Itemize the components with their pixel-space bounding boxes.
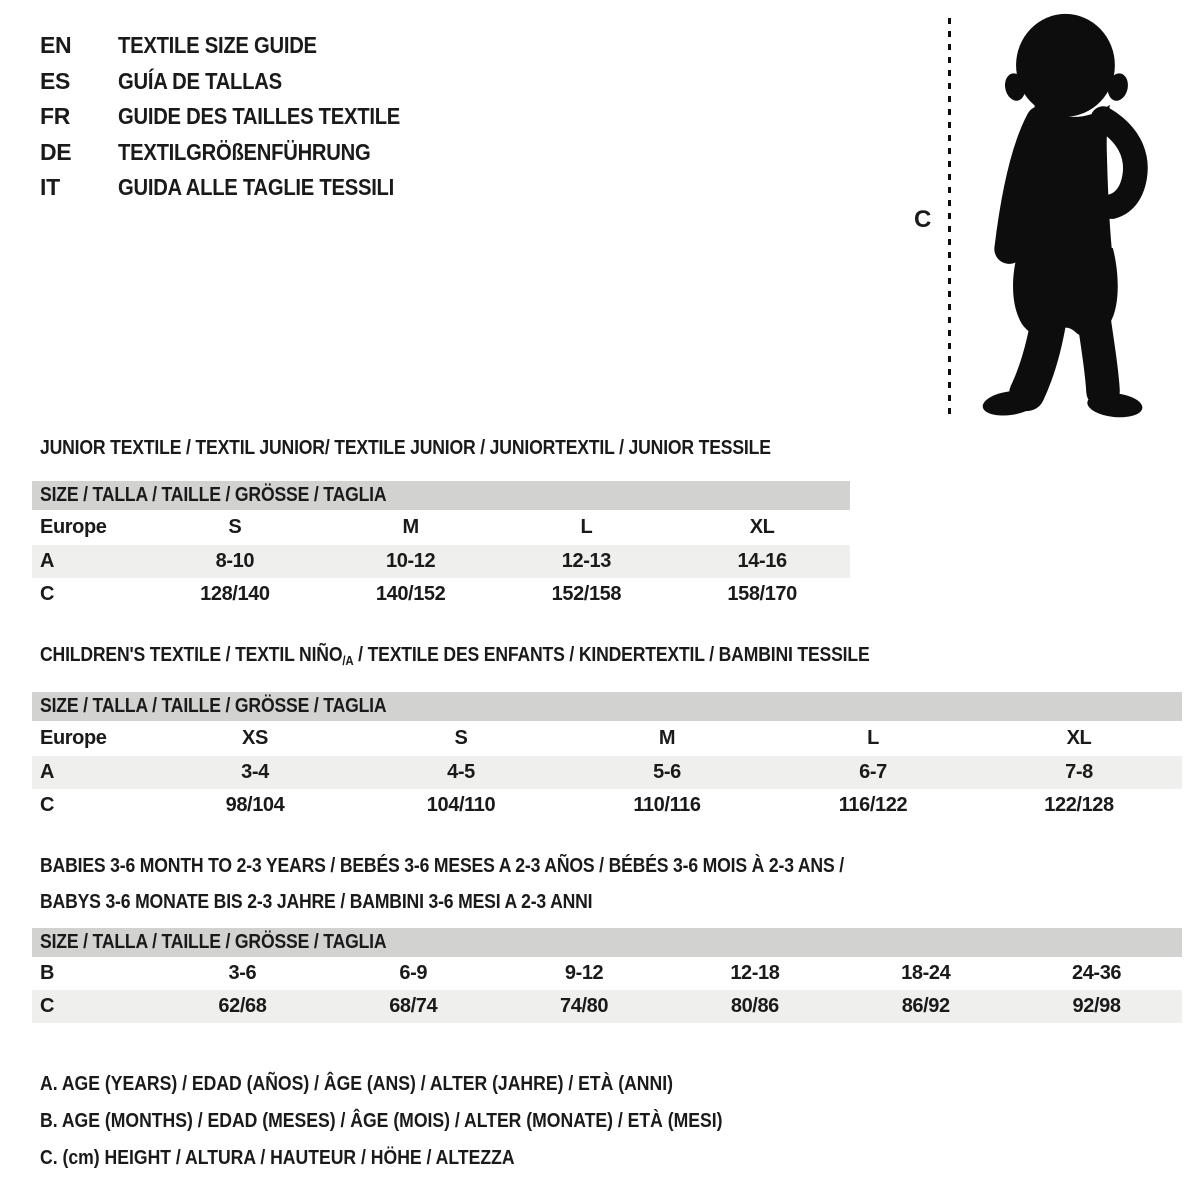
size-cell: M (402, 516, 419, 538)
lang-row-de (40, 135, 439, 171)
lang-row-es (40, 64, 439, 100)
height-measure-label: C (914, 206, 932, 233)
age-cell: 7-8 (1065, 761, 1093, 783)
lang-row-en (40, 28, 439, 64)
age-cell: 3-6 (228, 962, 257, 984)
age-cell: 8-10 (215, 550, 255, 572)
age-cell: 6-7 (859, 761, 887, 783)
size-cell: XL (749, 516, 775, 538)
age-cell: 12-18 (730, 962, 780, 984)
size-header-bar (32, 481, 850, 510)
junior-textile-section (32, 438, 850, 611)
lang-title: GUIDE DES TAILLES TEXTILE (118, 103, 401, 130)
height-cell: 110/116 (633, 794, 701, 816)
age-cell: 9-12 (564, 962, 604, 984)
table-row (32, 990, 1182, 1023)
title-prefix: CHILDREN'S TEXTILE / TEXTIL NIÑO (40, 644, 343, 666)
height-cell: 68/74 (389, 995, 438, 1017)
row-label-cell: C (40, 794, 55, 816)
size-cell: S (454, 727, 468, 749)
row-label-cell: A (40, 761, 55, 783)
measurement-legend (40, 1066, 816, 1177)
babies-size-table (32, 957, 1182, 1023)
height-cell: 92/98 (1072, 995, 1121, 1017)
lang-title: TEXTILGRÖßENFÜHRUNG (118, 138, 371, 165)
age-cell: 5-6 (653, 761, 681, 783)
junior-size-table (32, 510, 850, 611)
height-cell: 98/104 (225, 794, 285, 816)
legend-line-c (40, 1140, 816, 1177)
height-cell: 140/152 (375, 583, 446, 605)
height-cell: 122/128 (1044, 794, 1114, 816)
lang-code: ES (40, 67, 71, 94)
table-row (32, 789, 1182, 822)
title-subscript: /A (342, 653, 354, 668)
size-header-text: SIZE / TALLA / TAILLE / GRÖSSE / TAGLIA (40, 484, 387, 506)
height-cell: 80/86 (730, 995, 779, 1017)
size-header-text: SIZE / TALLA / TAILLE / GRÖSSE / TAGLIA (40, 931, 387, 953)
legend-line-b-text: B. AGE (MONTHS) / EDAD (MESES) / ÂGE (MOIS) / ALTER (MONATE) / ETÀ (MESI) (40, 1110, 723, 1132)
title-suffix: / TEXTILE DES ENFANTS / KINDERTEXTIL / BAMBINI TESSILE (353, 644, 870, 666)
table-row (32, 957, 1182, 990)
legend-line-c-text: C. (cm) HEIGHT / ALTURA / HAUTEUR / HÖHE / ALTEZZA (40, 1147, 515, 1169)
babies-textile-section (32, 848, 1182, 1023)
age-cell: 18-24 (901, 962, 951, 984)
size-header-bar (32, 928, 1182, 957)
table-row (32, 545, 850, 578)
age-cell: 10-12 (386, 550, 436, 572)
lang-row-it (40, 170, 439, 206)
height-cell: 104/110 (426, 794, 496, 816)
height-cell: 158/170 (727, 583, 797, 605)
children-section-title-text (40, 645, 870, 667)
height-cell: 62/68 (218, 995, 267, 1017)
height-cell: 116/122 (838, 794, 908, 816)
age-cell: 6-9 (399, 962, 428, 984)
row-label-cell: B (40, 962, 55, 984)
row-label-cell: C (40, 583, 55, 605)
size-header-text: SIZE / TALLA / TAILLE / GRÖSSE / TAGLIA (40, 695, 387, 717)
size-cell: M (658, 727, 676, 749)
size-cell: XL (1066, 727, 1092, 749)
height-cell: 74/80 (560, 995, 609, 1017)
size-cell: S (228, 516, 242, 538)
junior-section-title-text: JUNIOR TEXTILE / TEXTIL JUNIOR/ TEXTILE JUNIOR / JUNIORTEXTIL / JUNIOR TESSILE (40, 437, 771, 459)
babies-title-line2: BABYS 3-6 MONATE BIS 2-3 JAHRE / BAMBINI 3-6 MESI A 2-3 ANNI (40, 891, 593, 913)
babies-title-line1: BABIES 3-6 MONTH TO 2-3 YEARS / BEBÉS 3-6 MESES A 2-3 AÑOS / BÉBÉS 3-6 MOIS À 2-3 ANS / (40, 855, 844, 877)
lang-code: FR (40, 103, 71, 130)
lang-code: IT (40, 174, 60, 201)
lang-title: TEXTILE SIZE GUIDE (118, 32, 317, 59)
lang-title: GUÍA DE TALLAS (118, 67, 282, 94)
children-section-title (40, 645, 1182, 667)
lang-code: EN (40, 32, 72, 59)
size-cell: L (580, 516, 593, 538)
size-cell: L (867, 727, 879, 749)
table-row (32, 510, 850, 545)
age-cell: 3-4 (241, 761, 269, 783)
row-label-cell: Europe (40, 516, 107, 538)
legend-line-b (40, 1103, 816, 1140)
row-label-cell: Europe (40, 727, 107, 749)
row-label-cell: C (40, 995, 55, 1017)
table-row (32, 721, 1182, 756)
table-row (32, 578, 850, 611)
height-measure-dashed-line (948, 18, 951, 415)
size-cell: XS (242, 727, 268, 749)
height-cell: 128/140 (200, 583, 270, 605)
toddler-silhouette-image (960, 8, 1165, 418)
age-cell: 24-36 (1071, 962, 1122, 984)
language-header (40, 28, 439, 206)
children-size-table (32, 721, 1182, 822)
lang-code: DE (40, 138, 72, 165)
size-header-bar (32, 692, 1182, 721)
children-textile-section (32, 645, 1182, 822)
height-cell: 152/158 (551, 583, 622, 605)
junior-section-title (40, 438, 850, 458)
legend-line-a (40, 1066, 816, 1103)
lang-row-fr (40, 99, 439, 135)
age-cell: 4-5 (447, 761, 475, 783)
babies-section-title (40, 848, 1182, 920)
legend-line-a-text: A. AGE (YEARS) / EDAD (AÑOS) / ÂGE (ANS) / ALTER (JAHRE) / ETÀ (ANNI) (40, 1073, 673, 1095)
row-label-cell: A (40, 550, 55, 572)
height-cell: 86/92 (901, 995, 950, 1017)
lang-title: GUIDA ALLE TAGLIE TESSILI (118, 174, 395, 201)
age-cell: 14-16 (737, 550, 787, 572)
table-row (32, 756, 1182, 789)
age-cell: 12-13 (561, 550, 611, 572)
